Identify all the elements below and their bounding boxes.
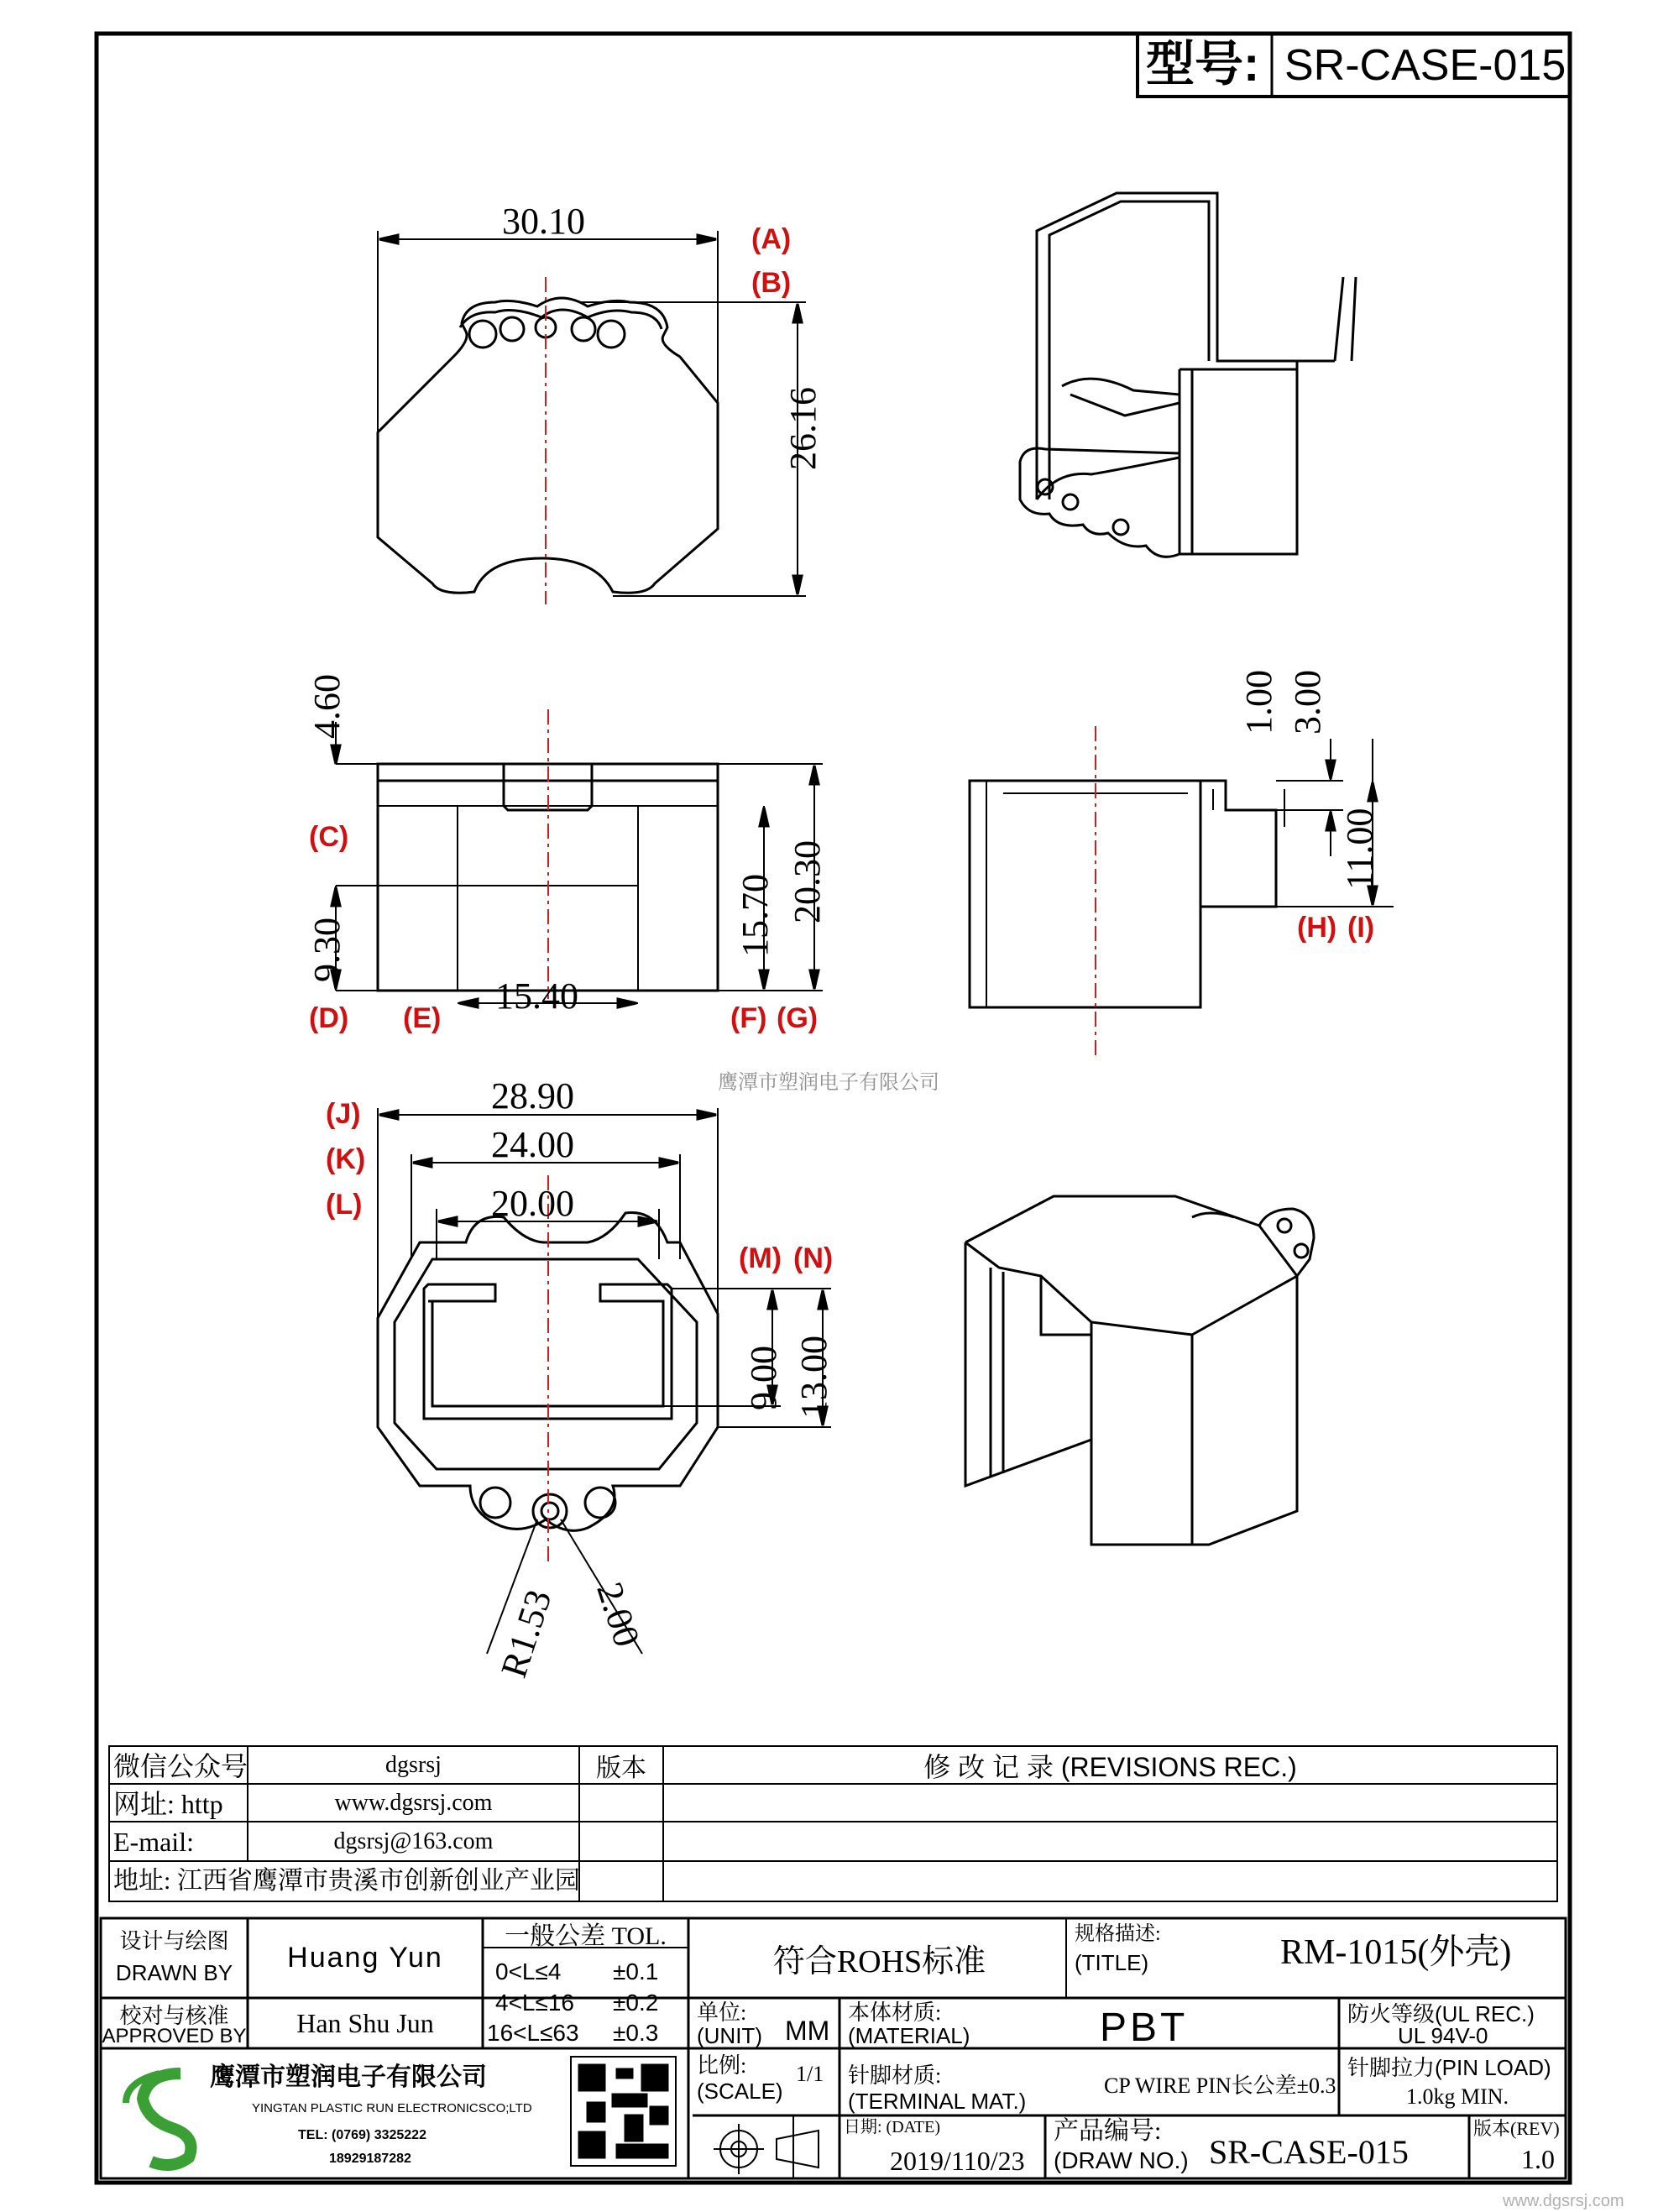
approved-en: APPROVED BY xyxy=(102,2025,247,2047)
site-mark: www.dgsrsj.com xyxy=(1503,2192,1624,2210)
scale-cn: 比例: xyxy=(697,2053,747,2078)
title-en: (TITLE) xyxy=(1075,1950,1149,1975)
rev-label: 版本(REV) xyxy=(1473,2118,1560,2139)
scale-en: (SCALE) xyxy=(697,2079,783,2104)
label-m: (M) xyxy=(739,1242,782,1274)
dim-bottom-outer: 28.90 xyxy=(491,1075,574,1116)
top-view xyxy=(378,231,806,604)
date-label: 日期: (DATE) xyxy=(844,2118,940,2136)
company-mobile: 18929187282 xyxy=(329,2152,411,2166)
end-view xyxy=(970,726,1394,1058)
dim-bottom-h1: 9.00 xyxy=(743,1346,784,1410)
label-c: (C) xyxy=(309,821,349,853)
pin-load-value: 1.0kg MIN. xyxy=(1406,2084,1509,2109)
rev-value: 1.0 xyxy=(1521,2144,1555,2174)
approved-name: Han Shu Jun xyxy=(296,2007,434,2038)
tol-value-3: ±0.3 xyxy=(613,2020,659,2046)
drawno-cn: 产品编号: xyxy=(1054,2117,1162,2145)
dim-top-height: 26.16 xyxy=(782,387,824,470)
dim-end-11: 11.00 xyxy=(1339,808,1380,890)
label-h: (H) xyxy=(1297,912,1337,944)
dim-side-top: 4.60 xyxy=(306,674,348,739)
revisions-header: 修 改 记 录 (REVISIONS REC.) xyxy=(923,1751,1297,1782)
label-l: (L) xyxy=(326,1189,363,1221)
tol-range-2: 4<L≤16 xyxy=(495,1990,575,2016)
dim-hole: 2.00 xyxy=(588,1577,648,1652)
watermark: 鹰潭市塑润电子有限公司 xyxy=(718,1071,939,1094)
wechat-value: dgsrsj xyxy=(385,1751,442,1778)
tol-value-1: ±0.1 xyxy=(613,1958,659,1985)
material-en: (MATERIAL) xyxy=(848,2023,970,2048)
label-g: (G) xyxy=(777,1002,819,1034)
dim-end-3: 3.00 xyxy=(1287,670,1328,735)
label-b: (B) xyxy=(751,267,792,299)
terminal-cn: 针脚材质: xyxy=(848,2063,942,2088)
label-f: (F) xyxy=(730,1002,767,1034)
date-value: 2019/110/23 xyxy=(890,2146,1025,2176)
label-e: (E) xyxy=(403,1002,442,1034)
approved-cn: 校对与核准 xyxy=(119,2003,229,2028)
company-tel: TEL: (0769) 3325222 xyxy=(298,2128,426,2142)
fire-rating-value: UL 94V-0 xyxy=(1398,2023,1488,2048)
title-cn: 规格描述: xyxy=(1075,1923,1161,1945)
unit-en: (UNIT) xyxy=(697,2023,762,2048)
label-i: (I) xyxy=(1347,912,1375,944)
terminal-value: CP WIRE PIN长公差±0.3 xyxy=(1104,2073,1336,2098)
scale-value: 1/1 xyxy=(796,2062,824,2086)
web-label: 网址: http xyxy=(113,1789,223,1819)
company-cn: 鹰潭市塑润电子有限公司 xyxy=(210,2063,487,2091)
email-value[interactable]: dgsrsj@163.com xyxy=(333,1828,494,1854)
company-en: YINGTAN PLASTIC RUN ELECTRONICSCO;LTD xyxy=(252,2101,532,2115)
label-a: (A) xyxy=(751,223,792,255)
drawn-en: DRAWN BY xyxy=(115,1959,233,1985)
dim-top-width: 30.10 xyxy=(502,201,585,242)
dim-bottom-h2: 13.00 xyxy=(793,1336,834,1419)
material-cn: 本体材质: xyxy=(848,2000,942,2025)
iso-view-bottom xyxy=(965,1196,1314,1545)
email-label: E-mail: xyxy=(113,1827,194,1857)
iso-view-top xyxy=(1020,193,1356,557)
version-header: 版本 xyxy=(596,1754,646,1782)
label-d: (D) xyxy=(309,1002,349,1034)
drawn-name: Huang Yun xyxy=(287,1942,443,1974)
wechat-label: 微信公众号 xyxy=(113,1751,248,1781)
title-value: RM-1015(外壳) xyxy=(1280,1933,1512,1972)
label-k: (K) xyxy=(326,1143,366,1175)
label-n: (N) xyxy=(793,1242,834,1274)
address: 地址: 江西省鹰潭市贵溪市创新创业产业园 xyxy=(113,1867,580,1895)
drawno-en: (DRAW NO.) xyxy=(1054,2147,1189,2173)
dim-bottom-mid: 24.00 xyxy=(491,1124,574,1165)
tolerance-title: 一般公差 TOL. xyxy=(505,1922,667,1950)
label-j: (J) xyxy=(326,1098,361,1130)
side-view xyxy=(332,709,823,1007)
dim-bottom-inner: 20.00 xyxy=(491,1183,574,1224)
unit-value: MM xyxy=(785,2016,830,2046)
dim-end-1: 1.00 xyxy=(1238,670,1279,735)
dim-side-mid: 15.70 xyxy=(735,874,776,957)
material-value: PBT xyxy=(1100,2005,1189,2050)
drawno-value: SR-CASE-015 xyxy=(1209,2133,1409,2171)
unit-cn: 单位: xyxy=(697,2000,747,2025)
model-number: SR-CASE-015 xyxy=(1284,41,1567,90)
type-label: 型号: xyxy=(1146,37,1260,92)
web-value[interactable]: www.dgsrsj.com xyxy=(334,1789,493,1816)
drawn-cn: 设计与绘图 xyxy=(119,1928,229,1953)
dim-radius: R1.53 xyxy=(493,1584,560,1683)
fire-rating-label: 防火等级(UL REC.) xyxy=(1347,2001,1535,2026)
dim-side-slot: 15.40 xyxy=(495,975,578,1017)
tol-range-1: 0<L≤4 xyxy=(495,1958,562,1985)
dim-side-low: 9.30 xyxy=(306,918,348,982)
tol-value-2: ±0.2 xyxy=(613,1990,659,2016)
dim-side-total: 20.30 xyxy=(787,840,828,923)
pin-load-label: 针脚拉力(PIN LOAD) xyxy=(1347,2055,1551,2080)
rohs-compliance: 符合ROHS标准 xyxy=(772,1944,986,1979)
terminal-en: (TERMINAL MAT.) xyxy=(848,2089,1027,2114)
tol-range-3: 16<L≤63 xyxy=(487,2020,579,2046)
